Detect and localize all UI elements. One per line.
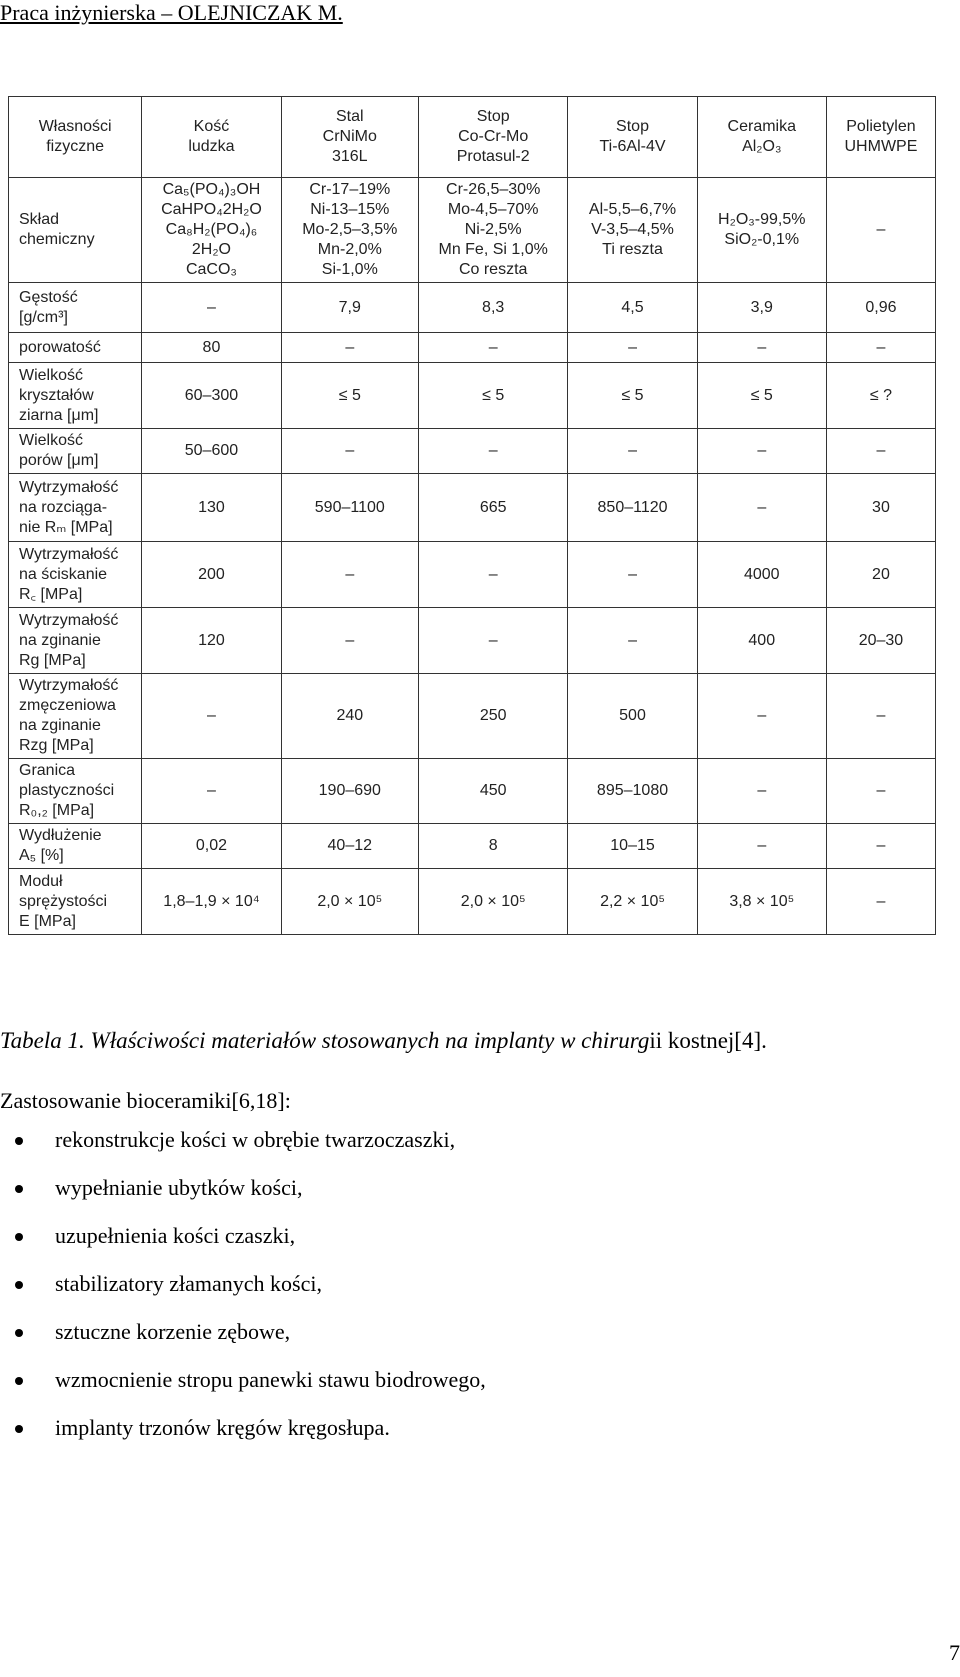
table-row	[9, 869, 936, 935]
table-cell: 2,0 × 10⁵	[281, 869, 418, 935]
properties-table	[8, 96, 936, 935]
table-cell: –	[826, 674, 935, 759]
table-cell: 2,2 × 10⁵	[568, 869, 697, 935]
table-cell: –	[568, 608, 697, 674]
table-cell: 8	[418, 824, 567, 869]
list-item-text: wypełnianie ubytków kości,	[55, 1175, 303, 1200]
bullet-icon	[15, 1425, 23, 1433]
list-item-text: implanty trzonów kręgów kręgosłupa.	[55, 1415, 390, 1440]
bullet-icon	[15, 1137, 23, 1145]
bullet-icon	[15, 1233, 23, 1241]
table-cell: 2,0 × 10⁵	[418, 869, 567, 935]
table-cell: 250	[418, 674, 567, 759]
page-header: Praca inżynierska – OLEJNICZAK M.	[0, 0, 343, 25]
table-cell: 590–1100	[281, 474, 418, 542]
table-cell: 20–30	[826, 608, 935, 674]
table-cell: 60–300	[142, 363, 281, 429]
table-cell: –	[826, 824, 935, 869]
table-row	[9, 759, 936, 824]
property-label-cell: Wydłużenie A₅ [%]	[9, 824, 142, 869]
property-label-cell: Gęstość [g/cm³]	[9, 283, 142, 333]
table-cell: –	[826, 869, 935, 935]
table-cell: –	[418, 429, 567, 474]
table-cell: ≤ 5	[418, 363, 567, 429]
table-row	[9, 363, 936, 429]
table-row	[9, 178, 936, 283]
property-label-cell: Wielkość kryształów ziarna [μm]	[9, 363, 142, 429]
table-row	[9, 824, 936, 869]
property-label-cell: Moduł sprężystości E [MPa]	[9, 869, 142, 935]
column-header: Polietylen UHMWPE	[826, 97, 935, 178]
table-cell: –	[697, 474, 826, 542]
table-cell: 8,3	[418, 283, 567, 333]
bullet-icon	[15, 1281, 23, 1289]
table-cell: 120	[142, 608, 281, 674]
property-label-cell: Skład chemiczny	[9, 178, 142, 283]
list-item-text: stabilizatory złamanych kości,	[55, 1271, 322, 1296]
table-cell: Cr-26,5–30% Mo-4,5–70% Ni-2,5% Mn Fe, Si 1,0% Co reszta	[418, 178, 567, 283]
table-cell: 4,5	[568, 283, 697, 333]
table-cell: 895–1080	[568, 759, 697, 824]
table-cell: Al-5,5–6,7% V-3,5–4,5% Ti reszta	[568, 178, 697, 283]
list-item	[0, 1413, 486, 1461]
table-cell: –	[826, 178, 935, 283]
list-item	[0, 1317, 486, 1365]
table-cell: –	[142, 283, 281, 333]
table-body	[9, 178, 936, 935]
table-cell: 10–15	[568, 824, 697, 869]
list-item	[0, 1173, 486, 1221]
table-cell: –	[142, 759, 281, 824]
table-cell: 450	[418, 759, 567, 824]
list-item	[0, 1221, 486, 1269]
table-cell: ≤ ?	[826, 363, 935, 429]
table-row	[9, 333, 936, 363]
column-header: Kość ludzka	[142, 97, 281, 178]
bullet-list	[0, 1125, 486, 1461]
table-cell: –	[697, 429, 826, 474]
page-number: 7	[949, 1640, 960, 1665]
table-cell: 400	[697, 608, 826, 674]
table-cell: Cr-17–19% Ni-13–15% Mo-2,5–3,5% Mn-2,0% Si-1,0%	[281, 178, 418, 283]
bullet-icon	[15, 1185, 23, 1193]
list-item-text: sztuczne korzenie zębowe,	[55, 1319, 291, 1344]
table-cell: –	[281, 608, 418, 674]
table-cell: 3,9	[697, 283, 826, 333]
table-cell: –	[697, 759, 826, 824]
table-header-row	[9, 97, 936, 178]
column-header: Ceramika Al₂O₃	[697, 97, 826, 178]
table-cell: –	[568, 429, 697, 474]
table-cell: 190–690	[281, 759, 418, 824]
property-label-cell: Wytrzymałość na ściskanie R꜀ [MPa]	[9, 542, 142, 608]
table-cell: –	[568, 333, 697, 363]
table-cell: –	[281, 542, 418, 608]
list-item	[0, 1125, 486, 1173]
table-cell: –	[697, 333, 826, 363]
table-cell: ≤ 5	[568, 363, 697, 429]
table-row	[9, 283, 936, 333]
table-row	[9, 542, 936, 608]
column-header: Stop Co-Cr-Mo Protasul-2	[418, 97, 567, 178]
intro-text: Zastosowanie bioceramiki[6,18]:	[0, 1088, 291, 1113]
table-cell: 130	[142, 474, 281, 542]
table-cell: –	[418, 608, 567, 674]
table-cell: 50–600	[142, 429, 281, 474]
table-cell: 240	[281, 674, 418, 759]
list-item	[0, 1365, 486, 1413]
table-cell: Ca₅(PO₄)₃OH CaHPO₄2H₂O Ca₈H₂(PO₄)₆ 2H₂O CaCO₃	[142, 178, 281, 283]
table-cell: –	[826, 333, 935, 363]
table-cell: 200	[142, 542, 281, 608]
table-cell: 850–1120	[568, 474, 697, 542]
property-label-cell: Wytrzymałość zmęczeniowa na zginanie Rzg [MPa]	[9, 674, 142, 759]
table-cell: –	[281, 429, 418, 474]
table-caption	[0, 1028, 960, 1054]
caption-rest: ii kostnej[4].	[649, 1028, 767, 1053]
bullet-icon	[15, 1329, 23, 1337]
column-header: Stal CrNiMo 316L	[281, 97, 418, 178]
table-row	[9, 608, 936, 674]
table-cell: ≤ 5	[281, 363, 418, 429]
table-row	[9, 674, 936, 759]
property-label-cell: Wytrzymałość na rozciąga- nie Rₘ [MPa]	[9, 474, 142, 542]
property-label-cell: Wytrzymałość na zginanie Rg [MPa]	[9, 608, 142, 674]
table-cell: –	[142, 674, 281, 759]
table-cell: ≤ 5	[697, 363, 826, 429]
table-cell: 80	[142, 333, 281, 363]
table-cell: 20	[826, 542, 935, 608]
table-cell: –	[697, 674, 826, 759]
table-cell: 665	[418, 474, 567, 542]
property-label-cell: Wielkość porów [μm]	[9, 429, 142, 474]
property-label-cell: Granica plastyczności R₀,₂ [MPa]	[9, 759, 142, 824]
table-cell: 1,8–1,9 × 10⁴	[142, 869, 281, 935]
bullet-icon	[15, 1377, 23, 1385]
table-cell: H₂O₃-99,5% SiO₂-0,1%	[697, 178, 826, 283]
list-item-text: rekonstrukcje kości w obrębie twarzoczaszki,	[55, 1127, 456, 1152]
table-cell: 0,96	[826, 283, 935, 333]
table-cell: –	[697, 824, 826, 869]
table-cell: 40–12	[281, 824, 418, 869]
table-cell: 4000	[697, 542, 826, 608]
list-item	[0, 1269, 486, 1317]
table-cell: –	[568, 542, 697, 608]
property-label-cell: porowatość	[9, 333, 142, 363]
table-cell: –	[418, 333, 567, 363]
caption-italic: Tabela 1. Właściwości materiałów stosowanych na implanty w chirurg	[0, 1028, 650, 1053]
column-header: Stop Ti-6Al-4V	[568, 97, 697, 178]
table-cell: 30	[826, 474, 935, 542]
table-row	[9, 474, 936, 542]
table-cell: 0,02	[142, 824, 281, 869]
list-item-text: wzmocnienie stropu panewki stawu biodrowego,	[55, 1367, 486, 1392]
table-cell: –	[826, 759, 935, 824]
table-cell: 7,9	[281, 283, 418, 333]
column-header: Własności fizyczne	[9, 97, 142, 178]
table-cell: 500	[568, 674, 697, 759]
properties-table-container	[8, 96, 936, 935]
table-cell: 3,8 × 10⁵	[697, 869, 826, 935]
table-cell: –	[418, 542, 567, 608]
table-cell: –	[281, 333, 418, 363]
list-item-text: uzupełnienia kości czaszki,	[55, 1223, 296, 1248]
table-cell: –	[826, 429, 935, 474]
table-row	[9, 429, 936, 474]
